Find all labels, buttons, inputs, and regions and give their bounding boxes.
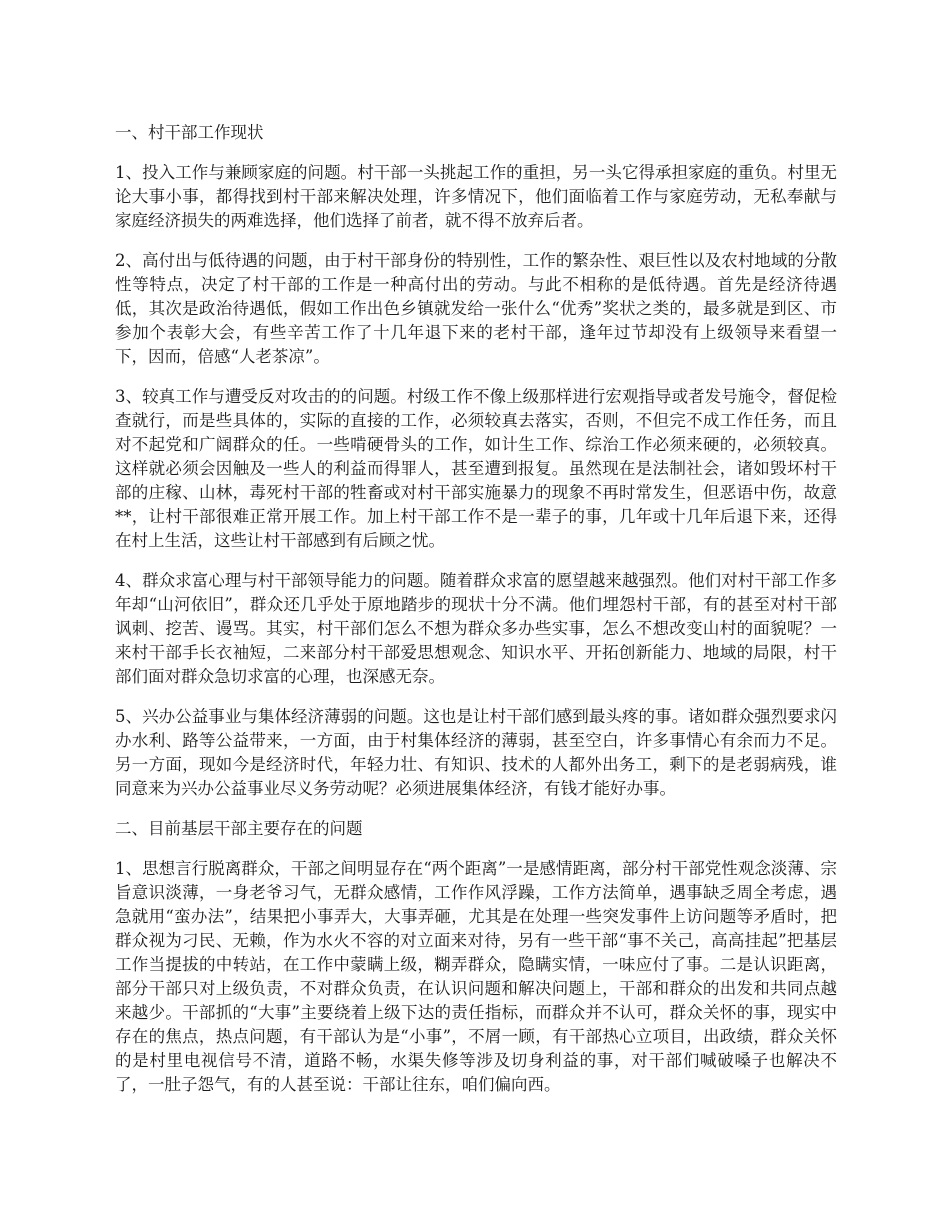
section-heading-2: 二、目前基层干部主要存在的问题: [115, 819, 363, 838]
paragraph: 3、较真工作与遭受反对攻击的的问题。村级工作不像上级那样进行宏观指导或者发号施令，督促检查就行，而是些具体的，实际的直接的工作，必须较真去落实，否则，不但完不成工作任务，而且对不起党和广阔群众的任。一些啃硬骨头的工作，如计生工作、综治工作必须来硬的，必须较真。这样就必须会因触及一些人的利益而得罪人，甚至遭到报复。虽然现在是法制社会，诸如毁坏村干部的庄稼、山林，毒死村干部的牲畜或对村干部实施暴力的现象不再时常发生，但恶语中伤，故意**，让村干部很难正常开展工作。加上村干部工作不是一辈子的事，几年或十几年后退下来，还得在村上生活，这些让村干部感到有后顾之忧。: [115, 387, 837, 550]
document-body: [115, 121, 837, 1113]
paragraph: 4、群众求富心理与村干部领导能力的问题。随着群众求富的愿望越来越强烈。他们对村干部工作多年却“山河依旧”，群众还几乎处于原地踏步的现状十分不满。他们埋怨村干部，有的甚至对村干部讽刺、挖苦、谩骂。其实，村干部们怎么不想为群众多办些实事，怎么不想改变山村的面貌呢？一来村干部手长衣袖短，二来部分村干部爱思想观念、知识水平、开拓创新能力、地域的局限，村干部们面对群众急切求富的心理，也深感无奈。: [115, 571, 837, 686]
paragraph: 1、投入工作与兼顾家庭的问题。村干部一头挑起工作的重担，另一头它得承担家庭的重负。村里无论大事小事，都得找到村干部来解决处理，许多情况下，他们面临着工作与家庭劳动，无私奉献与家庭经济损失的两难选择，他们选择了前者，就不得不放弃后者。: [115, 163, 837, 230]
section-heading-1: 一、村干部工作现状: [115, 123, 264, 142]
paragraph: 2、高付出与低待遇的问题，由于村干部身份的特别性，工作的繁杂性、艰巨性以及农村地域的分散性等特点，决定了村干部的工作是一种高付出的劳动。与此不相称的是低待遇。首先是经济待遇低，其次是政治待遇低，假如工作出色乡镇就发给一张什么“优秀”奖状之类的，最多就是到区、市参加个表彰大会，有些辛苦工作了十几年退下来的老村干部，逢年过节却没有上级领导来看望一下，因而，倍感“人老茶凉”。: [115, 251, 837, 366]
paragraph: 5、兴办公益事业与集体经济薄弱的问题。这也是让村干部们感到最头疼的事。诸如群众强烈要求闪办水利、路等公益带来，一方面，由于村集体经济的薄弱，甚至空白，许多事情心有余而力不足。另一方面，现如今是经济时代，年轻力壮、有知识、技术的人都外出务工，剩下的是老弱病残，谁同意来为兴办公益事业尽义务劳动呢？必须进展集体经济，有钱才能好办事。: [115, 707, 837, 798]
paragraph: 1、思想言行脱离群众，干部之间明显存在“两个距离”一是感情距离，部分村干部党性观念淡薄、宗旨意识淡薄，一身老爷习气，无群众感情，工作作风浮躁，工作方法简单，遇事缺乏周全考虑，遇急就用“蛮办法”，结果把小事弄大，大事弄砸，尤其是在处理一些突发事件上访问题等矛盾时，把群众视为刁民、无赖，作为水火不容的对立面来对待，另有一些干部“事不关己，高高挂起”把基层工作当提拔的中转站，在工作中蒙瞒上级，糊弄群众，隐瞒实情，一味应付了事。二是认识距离，部分干部只对上级负责，不对群众负责，在认识问题和解决问题上，干部和群众的出发和共同点越来越少。干部抓的“大事”主要绕着上级下达的责任指标，而群众并不认可，群众关怀的事，现实中存在的焦点，热点问题，有干部认为是“小事”，不屑一顾，有干部热心立项目，出政绩，群众关怀的是村里电视信号不清，道路不畅，水渠失修等涉及切身利益的事，对干部们喊破嗓子也解决不了，一肚子怨气，有的人甚至说：干部让往东，咱们偏向西。: [115, 859, 837, 1094]
